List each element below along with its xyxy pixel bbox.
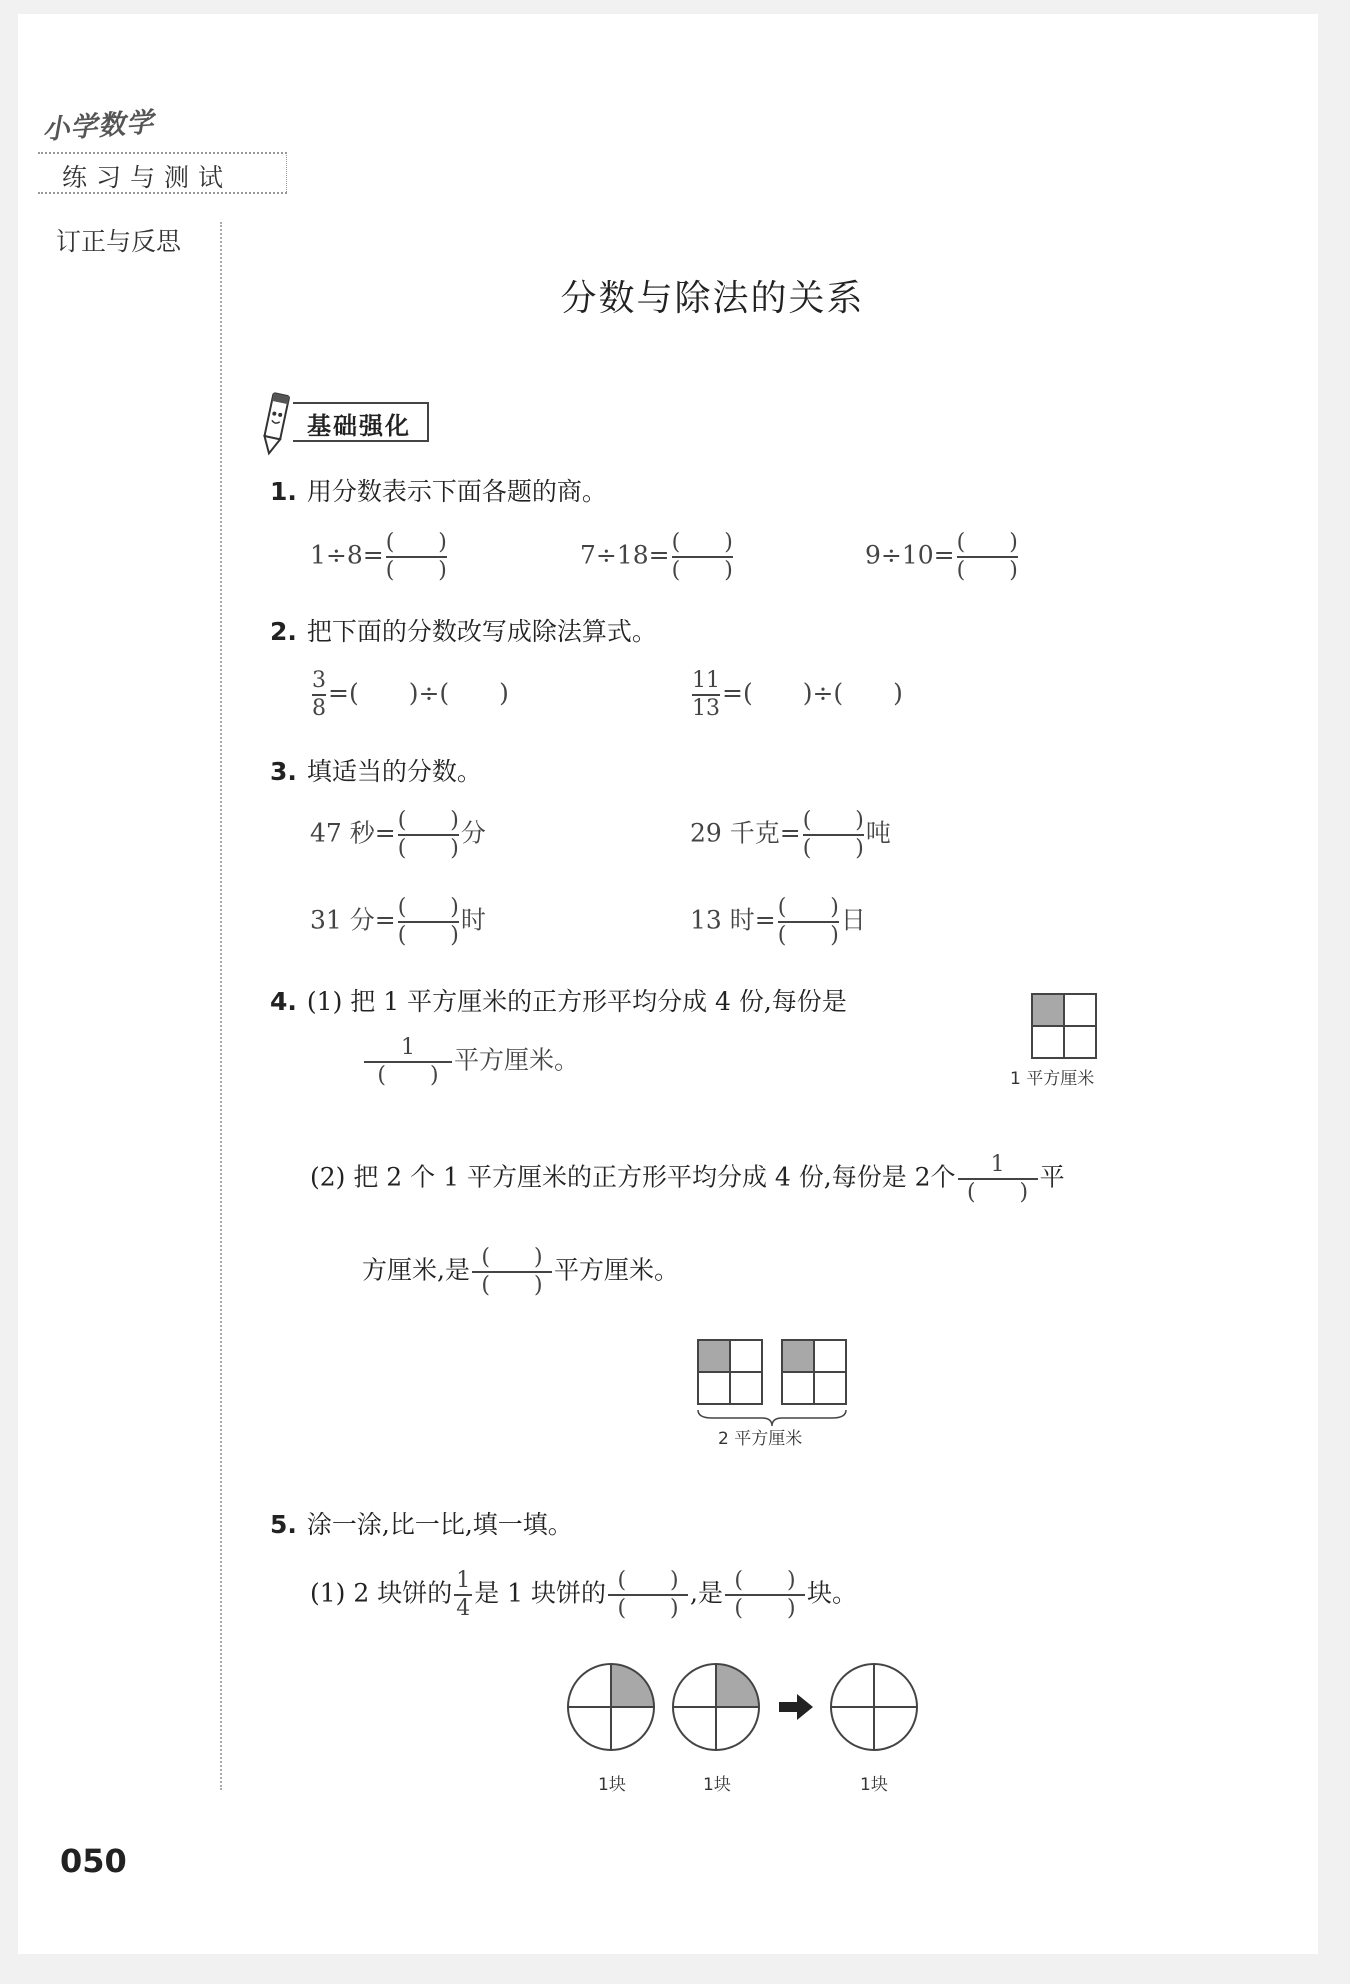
given-fraction: $\frac{11}{13}$ xyxy=(692,668,720,721)
figure-caption: 2 平方厘米 xyxy=(718,1429,803,1449)
series-title-box xyxy=(38,152,287,194)
pie-3[interactable] xyxy=(831,1664,917,1750)
answer-fraction[interactable]: $\frac{( )}{( )}$ xyxy=(397,808,459,861)
q2-item-1 xyxy=(310,668,509,722)
question-text: 用分数表示下面各题的商。 xyxy=(306,477,607,506)
answer-fraction[interactable]: $\frac{( )}{( )}$ xyxy=(608,1568,688,1622)
pie-label: 1块 xyxy=(598,1775,626,1795)
question-number: 4. xyxy=(270,987,297,1016)
question-5 xyxy=(270,1505,573,1541)
answer-fraction[interactable]: $\frac{( )}{( )}$ xyxy=(472,1245,552,1299)
given-fraction: $\frac{3}{8}$ xyxy=(312,668,326,721)
series-title: 练习与测试 xyxy=(62,163,233,192)
expression: 9÷10= xyxy=(865,540,955,570)
page-title: 分数与除法的关系 xyxy=(560,278,865,319)
square-1cm-figure xyxy=(1030,992,1100,1062)
question-4-part-2: (2) 把 2 个 1 平方厘米的正方形平均分成 4 份,每份是 2个 $\frac{1}{( )}$ 平 xyxy=(310,1152,1065,1205)
question-number: 3. xyxy=(270,757,297,786)
answer-fraction[interactable]: $\frac{( )}{( )}$ xyxy=(385,530,447,583)
question-4-part-2-cont: 方厘米,是 $\frac{( )}{( )}$ 平方厘米。 xyxy=(362,1245,679,1298)
question-text: (2) 把 2 个 1 平方厘米的正方形平均分成 4 份,每份是 2个 xyxy=(310,1162,956,1192)
pencil-icon xyxy=(255,390,295,460)
pie-label: 1块 xyxy=(860,1775,888,1795)
answer-fraction[interactable]: $\frac{1}{( )}$ xyxy=(364,1035,452,1089)
answer-fraction[interactable]: $\frac{( )}{( )}$ xyxy=(802,808,864,861)
question-1 xyxy=(270,472,607,508)
question-text: 涂一涂,比一比,填一填。 xyxy=(306,1510,573,1539)
answer-fraction[interactable]: $\frac{( )}{( )}$ xyxy=(725,1568,805,1622)
question-number: 1. xyxy=(270,477,297,506)
q3-item-4: 13 时= $\frac{( )}{( )}$ 日 xyxy=(690,895,866,948)
brand-logo: 小学数学 xyxy=(41,107,156,146)
given-fraction: $\frac{1}{4}$ xyxy=(456,1568,471,1621)
answer-fraction[interactable]: $\frac{( )}{( )}$ xyxy=(397,895,459,948)
expression: 1÷8= xyxy=(310,540,384,570)
q3-item-1: 47 秒= $\frac{( )}{( )}$ 分 xyxy=(310,808,486,861)
question-4-part-1 xyxy=(270,982,847,1018)
division-blank[interactable]: =( )÷( ) xyxy=(722,678,903,708)
question-text: 填适当的分数。 xyxy=(306,757,482,786)
pies-figure xyxy=(565,1662,935,1762)
answer-fraction[interactable]: $\frac{( )}{( )}$ xyxy=(671,530,733,583)
page-number: 050 xyxy=(60,1842,127,1880)
section-label-box xyxy=(293,402,429,442)
q1-item-3 xyxy=(865,530,1020,584)
question-number: 5. xyxy=(270,1510,297,1539)
pie-2 xyxy=(673,1664,759,1750)
q3-item-2: 29 千克= $\frac{( )}{( )}$ 吨 xyxy=(690,808,891,861)
pie-1 xyxy=(568,1664,654,1750)
answer-fraction[interactable]: $\frac{1}{( )}$ xyxy=(958,1152,1038,1206)
question-text: (1) 把 1 平方厘米的正方形平均分成 4 份,每份是 xyxy=(306,987,847,1016)
question-number: 2. xyxy=(270,617,297,646)
question-text: 把下面的分数改写成除法算式。 xyxy=(306,617,657,646)
pie-label: 1块 xyxy=(703,1775,731,1795)
question-5-part-1: (1) 2 块饼的 $\frac{1}{4}$ 是 1 块饼的 $\frac{( )}{( )}$ ,是 $\frac{( )}{( )}$ 块。 xyxy=(310,1568,857,1621)
figure-caption: 1 平方厘米 xyxy=(1010,1069,1095,1089)
arrow-right-icon xyxy=(779,1694,813,1720)
q2-item-2 xyxy=(690,668,903,722)
margin-label: 订正与反思 xyxy=(56,227,182,256)
question-3 xyxy=(270,752,482,788)
answer-fraction[interactable]: $\frac{( )}{( )}$ xyxy=(777,895,839,948)
q4-part-1-answer: $\frac{1}{( )}$ 平方厘米。 xyxy=(362,1035,579,1089)
section-label: 基础强化 xyxy=(307,412,411,440)
division-blank[interactable]: =( )÷( ) xyxy=(328,678,509,708)
q1-item-1 xyxy=(310,530,449,584)
answer-fraction[interactable]: $\frac{( )}{( )}$ xyxy=(956,530,1018,583)
q1-item-2 xyxy=(580,530,735,584)
question-2 xyxy=(270,612,657,648)
expression: 7÷18= xyxy=(580,540,670,570)
q3-item-3: 31 分= $\frac{( )}{( )}$ 时 xyxy=(310,895,486,948)
margin-divider xyxy=(220,222,222,1790)
